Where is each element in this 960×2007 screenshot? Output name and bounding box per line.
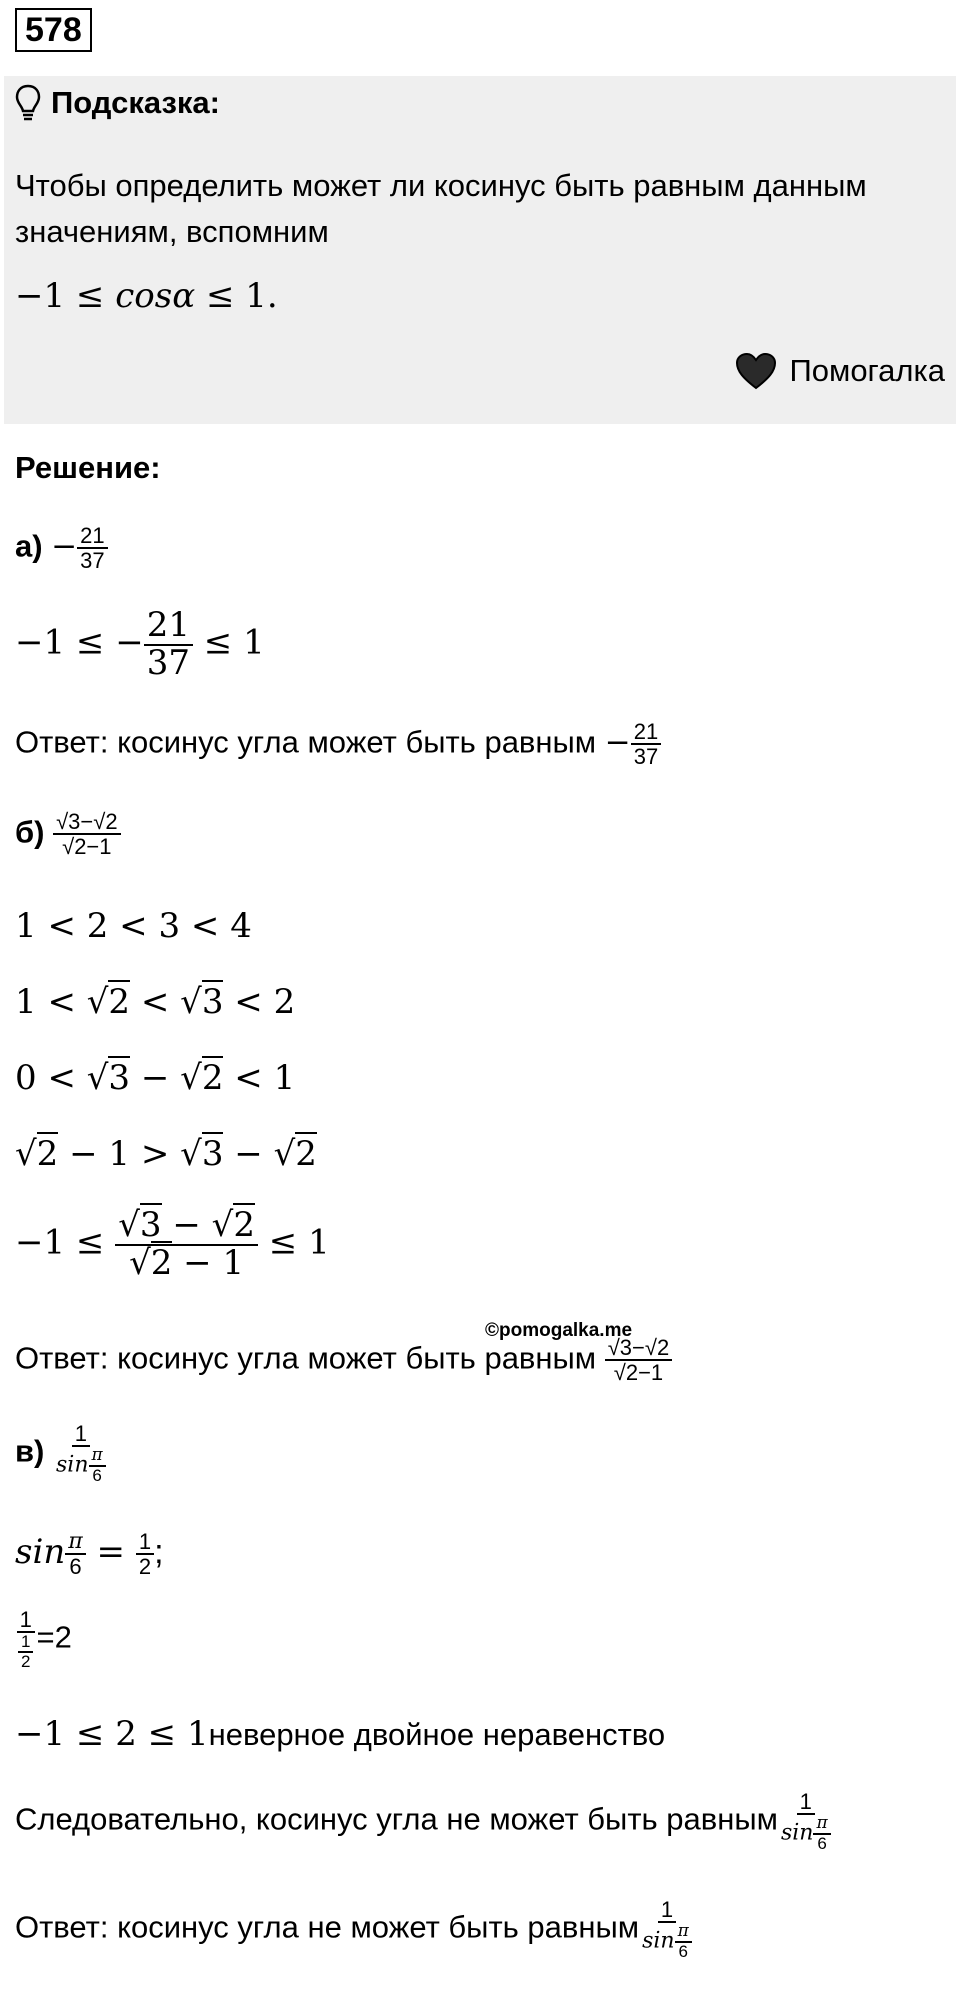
brand-label xyxy=(735,352,945,390)
part-a-header: а) − $\frac{21}{37}$ xyxy=(15,524,108,572)
part-v-line2: $\frac{1}{\frac{1}{2}}$ =2 xyxy=(15,1608,72,1671)
part-v-conclusion: Следовательно, косинус угла не может быть равным 1 sin $\frac{\pi}{6}$ xyxy=(15,1790,834,1853)
part-b-line3: 0 < √3 − √2 < 1 xyxy=(15,1058,296,1098)
hint-formula: −1 ≤ cosα ≤ 1. xyxy=(15,276,278,316)
solution-title: Решение: xyxy=(15,450,161,485)
fraction: $\frac{21}{37}$ xyxy=(144,608,193,681)
part-b-line1: 1 < 2 < 3 < 4 xyxy=(15,906,252,946)
fraction: 1 sin $\frac{\pi}{6}$ xyxy=(639,1898,695,1961)
fraction: $\frac{1}{\frac{1}{2}}$ xyxy=(15,1608,36,1671)
fraction: $\frac{21}{37}$ xyxy=(77,524,107,572)
fraction: $\frac{21}{37}$ xyxy=(631,720,661,768)
fraction: $\frac{1}{2}$ xyxy=(136,1530,154,1578)
hint-title-text: Подсказка: xyxy=(51,85,220,120)
part-b-line4: √2 − 1 > √3 − √2 xyxy=(15,1134,317,1174)
part-v-line1: sin $\frac{\pi}{6}$ = $\frac{1}{2}$ ; xyxy=(15,1529,164,1580)
part-b-line5: −1 ≤ $\frac{√3 - √2}{√2 - 1}$ ≤ 1 xyxy=(15,1205,330,1283)
heart-icon xyxy=(735,352,777,390)
fraction: $\frac{√3-√2}{√2-1}$ xyxy=(53,810,120,858)
part-b-header: б) $\frac{√3-√2}{√2-1}$ xyxy=(15,810,121,858)
brand-text: Помогалка xyxy=(789,353,945,388)
fraction: $\frac{\pi}{6}$ xyxy=(65,1530,85,1578)
part-v-line3: −1 ≤ 2 ≤ 1неверное двойное неравенство xyxy=(15,1714,666,1754)
lightbulb-icon xyxy=(15,84,41,122)
hint-title xyxy=(15,84,220,122)
part-b-line2: 1 < √2 < √3 < 2 xyxy=(15,982,296,1022)
watermark: ©pomogalka.me xyxy=(485,1320,633,1341)
part-a-inequality: −1 ≤ − $\frac{21}{37}$ ≤ 1 xyxy=(15,605,265,683)
fraction: 1 sin $\frac{\pi}{6}$ xyxy=(778,1790,834,1853)
hint-text-line1: Чтобы определить может ли косинус быть равным данным xyxy=(15,168,867,203)
part-b-answer: Ответ: косинус угла может быть равным $\frac{√3-√2}{√2-1}$ xyxy=(15,1336,672,1384)
fraction: $\frac{√3 - √2}{√2 - 1}$ xyxy=(115,1208,258,1281)
fraction: 1 sin $\frac{\pi}{6}$ xyxy=(53,1422,109,1485)
hint-text-line2: значениям, вспомним xyxy=(15,214,329,249)
part-v-header: в) 1 sin $\frac{\pi}{6}$ xyxy=(15,1422,109,1485)
part-a-answer: Ответ: косинус угла может быть равным − $\frac{21}{37}$ xyxy=(15,720,661,768)
problem-number: 578 xyxy=(15,8,92,52)
fraction: $\frac{√3-√2}{√2-1}$ xyxy=(605,1336,672,1384)
part-v-answer: Ответ: косинус угла не может быть равным 1 sin $\frac{\pi}{6}$ xyxy=(15,1898,695,1961)
